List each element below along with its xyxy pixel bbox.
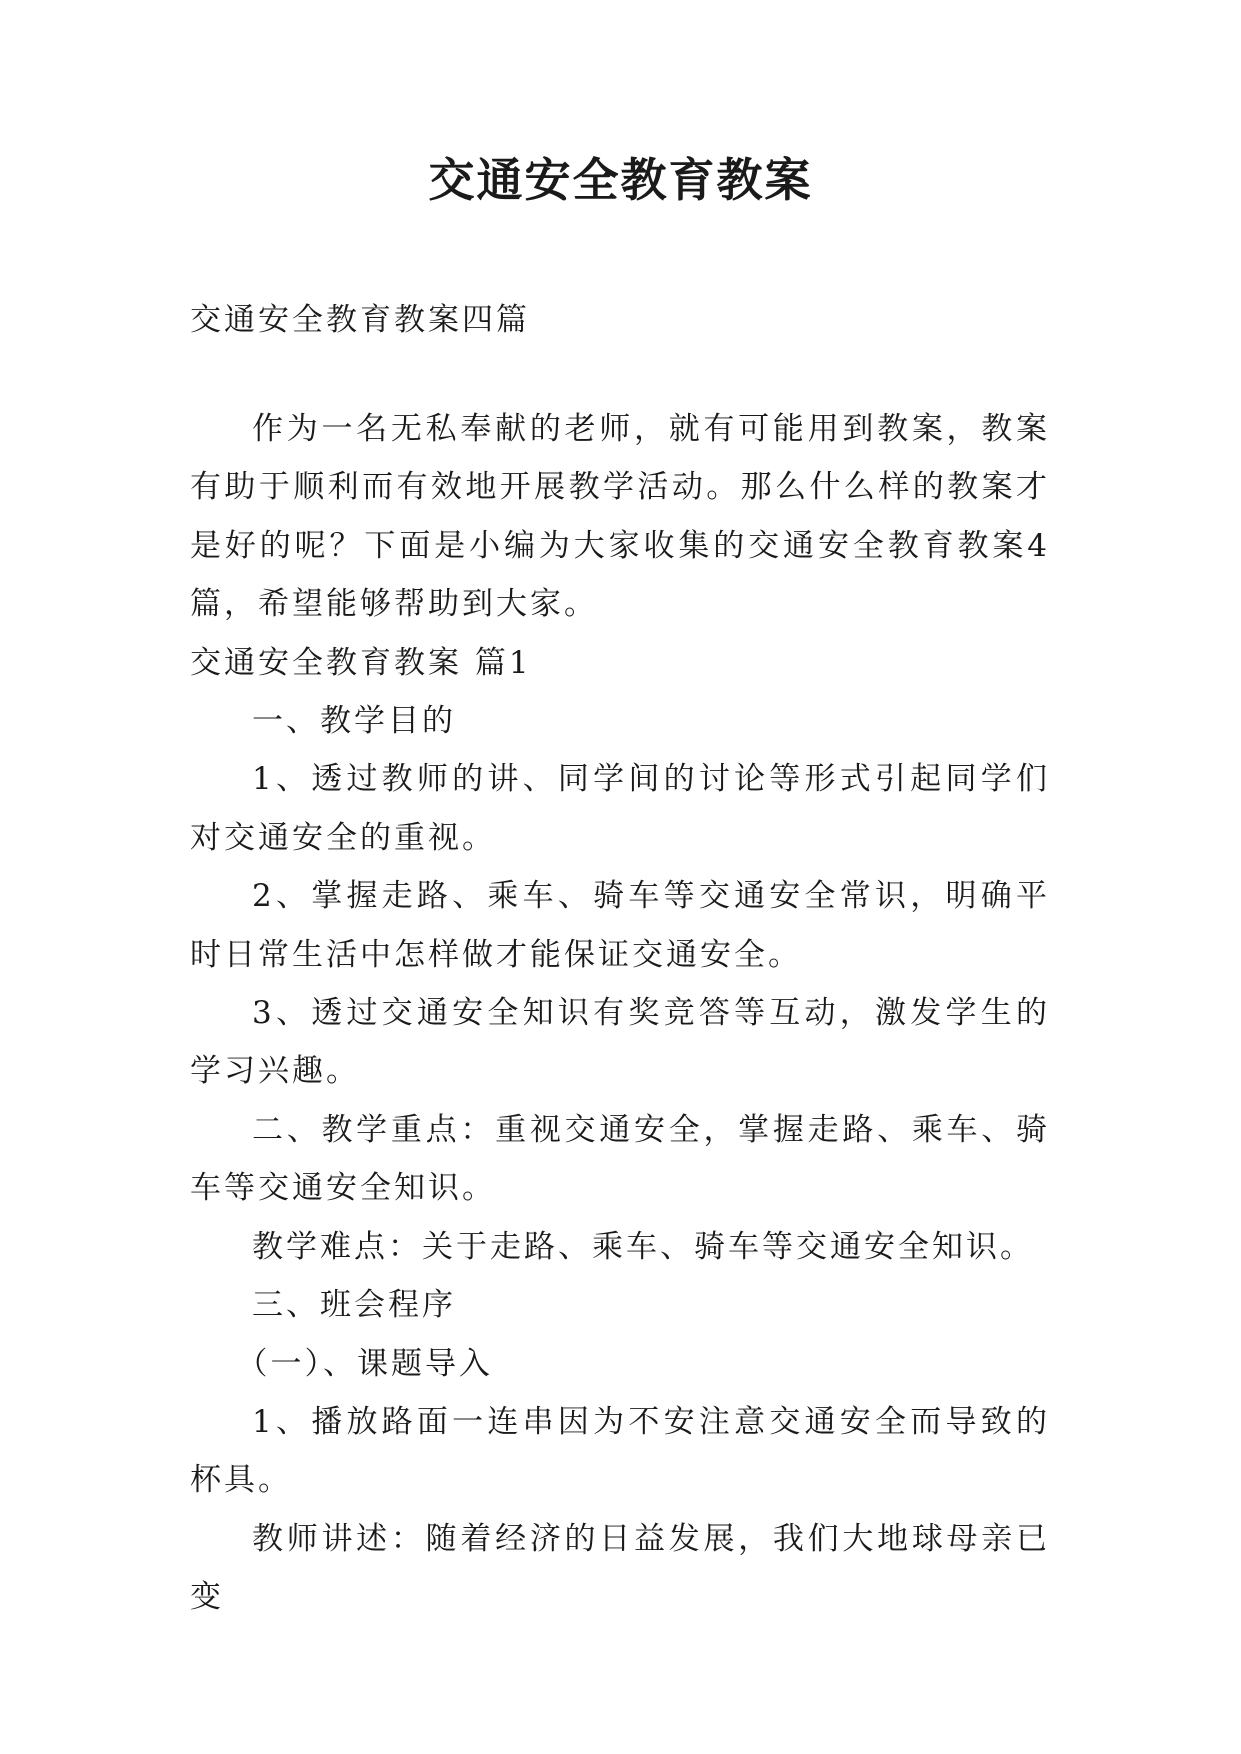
section-heading: 交通安全教育教案 篇1	[190, 644, 532, 681]
document-body	[190, 400, 1050, 1627]
teaching-focus: 二、教学重点：重视交通安全，掌握走路、乘车、骑车等交通安全知识。	[190, 1111, 1050, 1207]
intro-paragraph: 作为一名无私奉献的老师，就有可能用到教案，教案有助于顺利而有效地开展教学活动。那么什么样的教案才是好的呢？下面是小编为大家收集的交通安全教育教案4篇，希望能够帮助到大家。	[190, 411, 1050, 623]
heading-teaching-goals: 一、教学目的	[252, 703, 456, 740]
document-title: 交通安全教育教案	[428, 153, 813, 207]
heading-class-procedure: 三、班会程序	[252, 1287, 456, 1324]
teaching-difficulty: 教学难点：关于走路、乘车、骑车等交通安全知识。	[252, 1228, 1034, 1265]
heading-topic-intro: （一）、课题导入	[236, 1345, 493, 1382]
goal-item-2: 2、掌握走路、乘车、骑车等交通安全常识，明确平时日常生活中怎样做才能保证交通安全。	[190, 878, 1050, 973]
goal-item-3: 3、透过交通安全知识有奖竞答等互动，激发学生的学习兴趣。	[190, 995, 1050, 1090]
document-subtitle: 交通安全教育教案四篇	[190, 302, 530, 338]
procedure-item-1: 1、播放路面一连串因为不安注意交通安全而导致的杯具。	[190, 1403, 1050, 1499]
teacher-narration: 教师讲述：随着经济的日益发展，我们大地球母亲已变	[190, 1520, 1050, 1616]
goal-item-1: 1、透过教师的讲、同学间的讨论等形式引起同学们对交通安全的重视。	[190, 761, 1050, 856]
